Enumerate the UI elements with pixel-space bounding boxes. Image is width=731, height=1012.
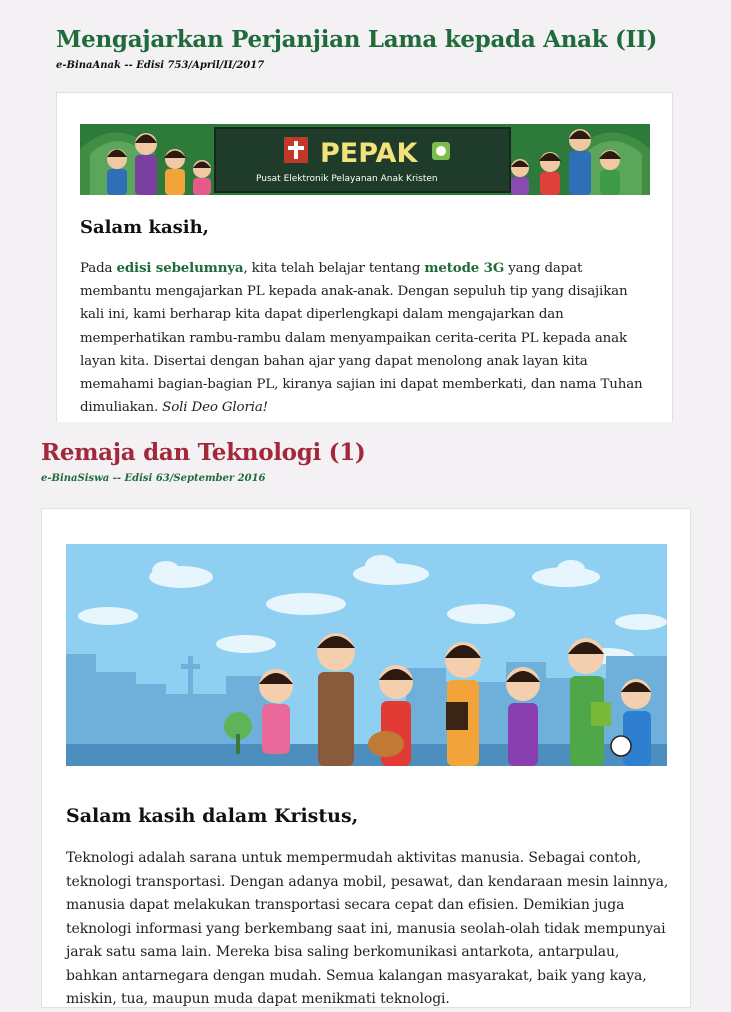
article-intro: Teknologi adalah sarana untuk mempermudah aktivitas manusia. Sebagai contoh, teknologi transportasi. Dengan adanya mobil, pesawat, dan kendaraan mesin lainnya, manusia dapat melakukan transportasi secara cepat dan efisien. Demikian juga teknologi informasi yang berkembang saat ini, manusia seolah-olah tidak mempunyai jarak satu sama lain. Mereka bisa saling berkomunikasi antarkota, antarpulau, bahkan antarnegara dengan mudah. Semua kalangan masyarakat, baik yang kaya, miskin, tua, maupun muda dapat menikmati teknologi. [66, 850, 669, 1007]
article-title[interactable]: Mengajarkan Perjanjian Lama kepada Anak (II) [56, 26, 658, 53]
article-card [41, 508, 691, 1008]
svg-text:Pusat Elektronik Pelayanan Ana: Pusat Elektronik Pelayanan Anak Kristen [256, 174, 438, 184]
greeting-heading: Salam kasih, [80, 217, 209, 238]
article-subtitle: e-BinaAnak -- Edisi 753/April/II/2017 [56, 60, 265, 71]
link-metode-3g[interactable]: metode 3G [424, 260, 505, 276]
link-edisi-sebelumnya[interactable]: edisi sebelumnya [116, 260, 244, 276]
article-title[interactable]: Remaja dan Teknologi (1) [41, 439, 366, 466]
text-italic: Soli Deo Gloria! [162, 400, 268, 416]
pepak-banner [80, 124, 650, 195]
text-span: , kita telah belajar tentang [243, 261, 425, 276]
article-subtitle: e-BinaSiswa -- Edisi 63/September 2016 [41, 473, 266, 484]
svg-text:PEPAK: PEPAK [320, 138, 418, 169]
article-card [56, 92, 673, 422]
text-span: Pada [80, 261, 117, 276]
article-intro [80, 257, 655, 419]
hero-illustration [66, 544, 667, 766]
ball-icon [611, 736, 631, 756]
greeting-heading: Salam kasih dalam Kristus, [66, 805, 359, 827]
text-span: yang dapat membantu mengajarkan PL kepada anak-anak. Dengan sepuluh tip yang disajikan kali ini, kami berharap kita dapat diperlengkapi dalam mengajarkan dan memperhatikan rambu-rambu dalam menyampaikan cerita-cerita PL kepada anak layan kita. Disertai dengan bahan ajar yang dapat menolong anak layan kita memahami bagian-bagian PL, kiranya sajian ini dapat memberkati, dan nama Tuhan dimuliakan. [80, 261, 643, 416]
